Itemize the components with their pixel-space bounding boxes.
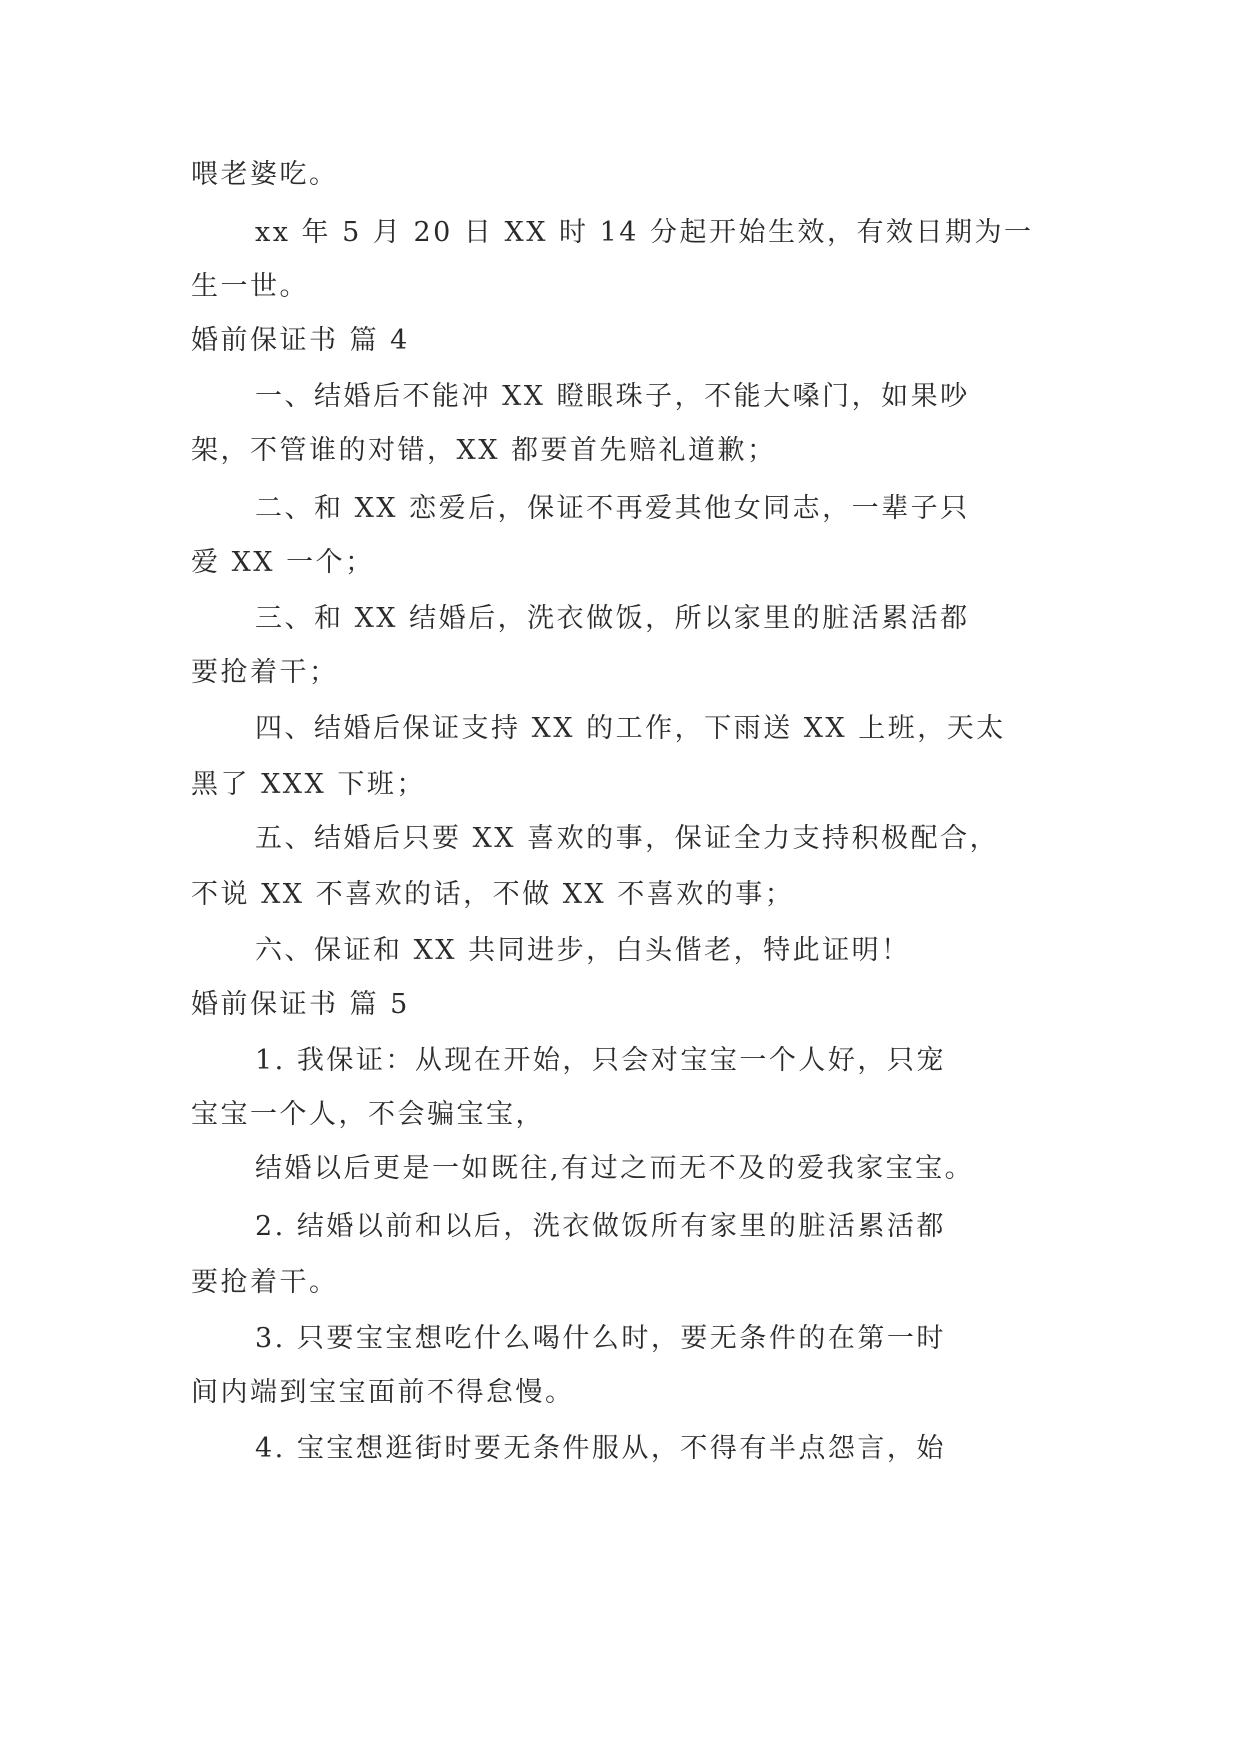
- text-line: 六、保证和 XX 共同进步，白头偕老，特此证明！: [255, 935, 911, 966]
- text-line: 间内端到宝宝面前不得怠慢。: [191, 1377, 575, 1408]
- section-heading: 婚前保证书 篇 5: [191, 989, 410, 1020]
- text-line: 不说 XX 不喜欢的话，不做 XX 不喜欢的事；: [191, 879, 795, 910]
- text-line: 喂老婆吃。: [191, 159, 339, 190]
- text-line: 三、和 XX 结婚后，洗衣做饭，所以家里的脏活累活都: [255, 603, 970, 634]
- text-line: 宝宝一个人，不会骗宝宝，: [191, 1099, 545, 1130]
- text-line: 生一世。: [191, 271, 309, 302]
- text-line: 五、结婚后只要 XX 喜欢的事，保证全力支持积极配合，: [255, 823, 1000, 854]
- text-line: 要抢着干。: [191, 1267, 339, 1298]
- text-line: 2. 结婚以前和以后，洗衣做饭所有家里的脏活累活都: [255, 1211, 946, 1242]
- section-heading: 婚前保证书 篇 4: [191, 325, 410, 356]
- text-line: 二、和 XX 恋爱后，保证不再爱其他女同志，一辈子只: [255, 493, 970, 524]
- text-line: 爱 XX 一个；: [191, 547, 375, 578]
- text-line: 4. 宝宝想逛街时要无条件服从，不得有半点怨言，始: [255, 1433, 946, 1464]
- text-line: 要抢着干；: [191, 657, 339, 688]
- text-line: 1. 我保证：从现在开始，只会对宝宝一个人好，只宠: [255, 1045, 946, 1076]
- text-line: 黑了 XXX 下班；: [191, 769, 426, 800]
- text-line: 四、结婚后保证支持 XX 的工作，下雨送 XX 上班，天太: [255, 713, 1006, 744]
- text-line: xx 年 5 月 20 日 XX 时 14 分起开始生效，有效日期为一: [255, 217, 1034, 248]
- text-line: 结婚以后更是一如既往,有过之而无不及的爱我家宝宝。: [255, 1153, 975, 1184]
- text-line: 架，不管谁的对错，XX 都要首先赔礼道歉；: [191, 435, 777, 466]
- text-line: 一、结婚后不能冲 XX 瞪眼珠子，不能大嗓门，如果吵: [255, 381, 970, 412]
- text-line: 3. 只要宝宝想吃什么喝什么时，要无条件的在第一时: [255, 1323, 946, 1354]
